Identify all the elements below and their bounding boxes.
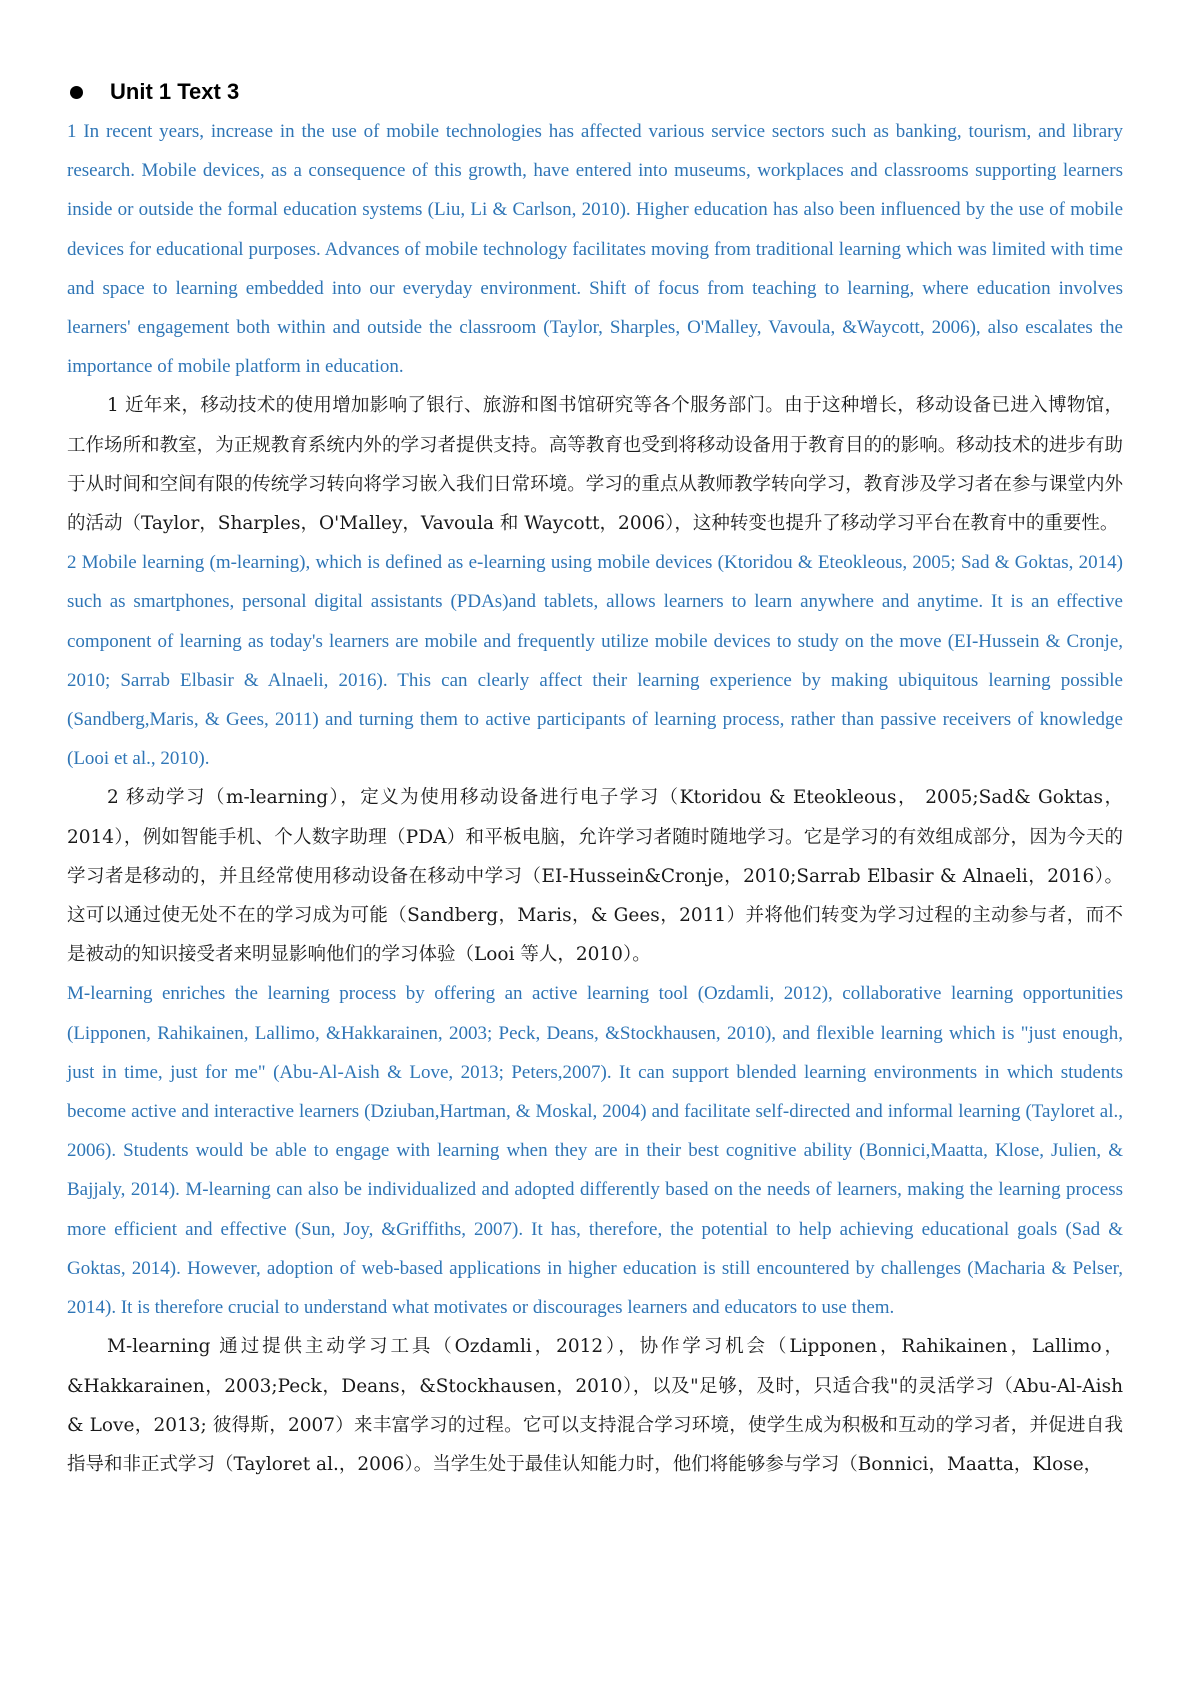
bullet-icon xyxy=(70,86,83,99)
heading-title: Unit 1 Text 3 xyxy=(110,79,240,104)
paragraph-zh-3: M-learning 通过提供主动学习工具（Ozdamli，2012），协作学习机会（Lipponen，Rahikainen，Lallimo，&Hakkarainen，2003;Peck，Deans，&Stockhausen，2010），以及"足够，及时，只适合我"的灵活学习（Abu-Al-Aish & Love，2013; 彼得斯，2007）来丰富学习的过程。它可以支持混合学习环境，使学生成为积极和互动的学习者，并促进自我指导和非正式学习（Tayloret al.，2006）。当学生处于最佳认知能力时，他们将能够参与学习（Bonnici，Maatta，Klose， xyxy=(67,1336,1123,1475)
section-heading xyxy=(70,72,1123,112)
paragraph-zh-1: 1 近年来，移动技术的使用增加影响了银行、旅游和图书馆研究等各个服务部门。由于这种增长，移动设备已进入博物馆，工作场所和教室，为正规教育系统内外的学习者提供支持。高等教育也受到将移动设备用于教育目的的影响。移动技术的进步有助于从时间和空间有限的传统学习转向将学习嵌入我们日常环境。学习的重点从教师教学转向学习，教育涉及学习者在参与课堂内外的活动（Taylor，Sharples，O'Malley，Vavoula 和 Waycott，2006），这种转变也提升了移动学习平台在教育中的重要性。 xyxy=(67,395,1123,535)
paragraph-en-3: M-learning enriches the learning process by offering an active learning tool (Ozdamli, 2012), collaborative learning opportunities (Lipponen, Rahikainen, Lallimo, &Hakkarainen, 2003; Peck, Deans, &Stockhausen, 2010), and flexible learning which is "just enough, just in time, just for me" (Abu-Al-Aish & Love, 2013; Peters,2007). It can support blended learning environments in which students become active and interactive learners (Dziuban,Hartman, & Moskal, 2004) and facilitate self-directed and informal learning (Tayloret al., 2006). Students would be able to engage with learning when they are in their best cognitive ability (Bonnici,Maatta, Klose, Julien, & Bajjaly, 2014). M-learning can also be individualized and adopted differently based on the needs of learners, making the learning process more efficient and effective (Sun, Joy, &Griffiths, 2007). It has, therefore, the potential to help achieving educational goals (Sad & Goktas, 2014). However, adoption of web-based applications in higher education is still encountered by challenges (Macharia & Pelser, 2014). It is therefore crucial to understand what motivates or discourages learners and educators to use them. xyxy=(67,983,1123,1319)
paragraph-en-1: 1 In recent years, increase in the use of mobile technologies has affected various service sectors such as banking, tourism, and library research. Mobile devices, as a consequence of this growth, have entered into museums, workplaces and classrooms supporting learners inside or outside the formal education systems (Liu, Li & Carlson, 2010). Higher education has also been influenced by the use of mobile devices for educational purposes. Advances of mobile technology facilitates moving from traditional learning which was limited with time and space to learning embedded into our everyday environment. Shift of focus from teaching to learning, where education involves learners' engagement both within and outside the classroom (Taylor, Sharples, O'Malley, Vavoula, &Waycott, 2006), also escalates the importance of mobile platform in education. xyxy=(67,121,1123,378)
paragraph-zh-2: 2 移动学习（m-learning），定义为使用移动设备进行电子学习（Ktoridou & Eteokleous， 2005;Sad& Goktas，2014），例如智能手机、个人数字助理（PDA）和平板电脑，允许学习者随时随地学习。它是学习的有效组成部分，因为今天的学习者是移动的，并且经常使用移动设备在移动中学习（EI-Hussein&Cronje，2010;Sarrab Elbasir & Alnaeli，2016）。这可以通过使无处不在的学习成为可能（Sandberg，Maris，& Gees，2011）并将他们转变为学习过程的主动参与者，而不是被动的知识接受者来明显影响他们的学习体验（Looi 等人，2010）。 xyxy=(67,787,1123,966)
paragraph-en-2: 2 Mobile learning (m-learning), which is defined as e-learning using mobile devices (Ktoridou & Eteokleous, 2005; Sad & Goktas, 2014) such as smartphones, personal digital assistants (PDAs)and tablets, allows learners to learn anywhere and anytime. It is an effective component of learning as today's learners are mobile and frequently utilize mobile devices to study on the move (EI-Hussein & Cronje, 2010; Sarrab Elbasir & Alnaeli, 2016). This can clearly affect their learning experience by making ubiquitous learning possible (Sandberg,Maris, & Gees, 2011) and turning them to active participants of learning process, rather than passive receivers of knowledge (Looi et al., 2010). xyxy=(67,552,1123,770)
